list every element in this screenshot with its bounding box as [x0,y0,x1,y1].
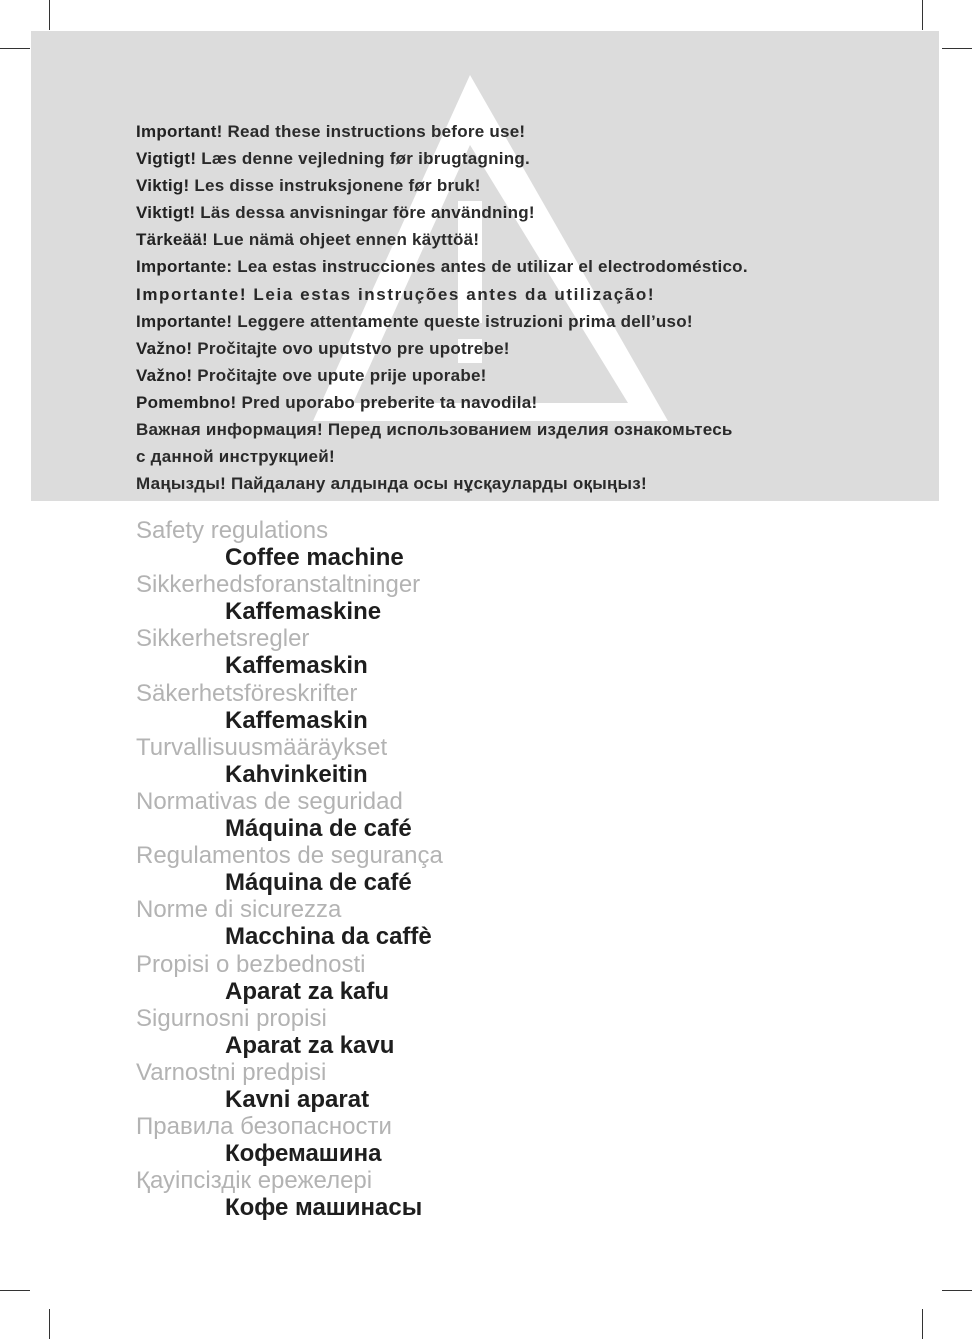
warning-line [136,443,748,470]
warning-text: Leia estas instruções antes da utilização! [247,284,656,304]
warning-line [136,145,748,172]
warning-keyword: Importante! [136,284,248,304]
title-entry [136,1167,443,1221]
regulation-heading: Propisi o bezbednosti [136,950,366,978]
title-entry [136,1059,443,1113]
regulation-heading: Sikkerhedsforanstaltninger [136,571,421,599]
product-name: Kavni aparat [225,1085,370,1113]
regulation-heading: Қауіпсіздік ережелері [136,1167,373,1195]
regulation-heading: Varnostni predpisi [136,1058,327,1086]
title-entry [136,842,443,896]
crop-mark [0,1290,30,1291]
product-name: Coffee machine [225,544,404,571]
warning-keyword: Important! [136,122,223,141]
title-entry [136,788,443,842]
warning-keyword: Tärkeää! [136,230,208,250]
warning-text: Pročitajte ovo uputstvo pre upotrebe! [192,338,510,358]
warning-keyword: Pomembno! [136,392,237,412]
warning-keyword: Viktigt! [136,203,196,223]
warning-text: Läs dessa anvisningar före användning! [195,203,535,223]
product-name: Máquina de café [225,869,412,897]
title-entry [136,625,443,679]
regulation-heading: Normativas de seguridad [136,787,403,815]
warning-line [136,281,748,308]
title-entry [136,571,443,625]
regulation-heading: Norme di sicurezza [136,896,342,924]
warning-keyword: Vigtigt! [136,149,197,169]
title-entry [136,734,443,788]
regulation-heading: Sigurnosni propisi [136,1004,327,1032]
warning-keyword: Viktig! [136,176,190,196]
warning-text: Lue nämä ohjeet ennen käyttöä! [207,230,480,250]
warning-line [136,470,748,497]
warning-text: Read these instructions before use! [222,122,526,141]
product-name: Kaffemaskin [225,706,368,734]
crop-mark [922,0,923,30]
warning-text: Læs denne vejledning før ibrugtagning. [196,149,530,169]
warning-text: Leggere attentamente queste istruzioni prima dell’uso! [232,311,693,331]
crop-mark [942,1290,972,1291]
title-entry [136,517,443,571]
warning-line [136,389,748,416]
product-name: Kahvinkeitin [225,760,368,788]
warning-list [136,118,748,497]
regulation-heading: Правила безопасности [136,1113,392,1141]
warning-line [136,118,748,145]
warning-text: с данной инструкцией! [136,447,335,467]
regulation-heading: Sikkerhetsregler [136,625,310,653]
product-name: Máquina de café [225,814,412,842]
warning-text: Lea estas instrucciones antes de utilizar el electrodoméstico. [232,257,748,277]
crop-mark [49,1309,50,1339]
warning-text: Pred uporabo preberite ta navodila! [236,392,538,412]
product-name: Кофе машинасы [225,1194,423,1222]
product-name: Aparat za kavu [225,1031,395,1059]
warning-text: Важная информация! Перед использованием изделия ознакомьтесь [136,420,733,440]
regulation-heading: Säkerhetsföreskrifter [136,679,358,707]
warning-line [136,362,748,389]
product-name: Macchina da caffè [225,923,432,951]
warning-line [136,335,748,362]
warning-line [136,308,748,335]
regulation-heading: Regulamentos de segurança [136,842,443,870]
warning-keyword: Importante: [136,257,233,277]
title-entry [136,680,443,734]
warning-line [136,226,748,253]
warning-text: Маңызды! Пайдалану алдында осы нұсқауларды оқыңыз! [136,474,647,494]
warning-text: Les disse instruksjonene før bruk! [189,176,481,196]
crop-mark [922,1309,923,1339]
product-name: Aparat za kafu [225,977,390,1005]
warning-keyword: Važno! [136,365,193,385]
warning-banner [31,31,939,501]
warning-text: Pročitajte ove upute prije uporabe! [192,365,487,385]
title-list [136,517,443,1221]
product-name: Kaffemaskine [225,598,382,626]
warning-line [136,416,748,443]
crop-mark [942,48,972,49]
warning-keyword: Importante! [136,311,233,331]
product-name: Кофемашина [225,1140,382,1168]
crop-mark [0,48,30,49]
regulation-heading: Safety regulations [136,517,329,544]
warning-line [136,172,748,199]
title-entry [136,951,443,1005]
regulation-heading: Turvallisuusmääräykset [136,733,388,761]
title-entry [136,1113,443,1167]
warning-line [136,199,748,226]
warning-line [136,253,748,280]
title-entry [136,896,443,950]
title-entry [136,1005,443,1059]
crop-mark [49,0,50,30]
warning-keyword: Važno! [136,338,193,358]
product-name: Kaffemaskin [225,652,368,680]
